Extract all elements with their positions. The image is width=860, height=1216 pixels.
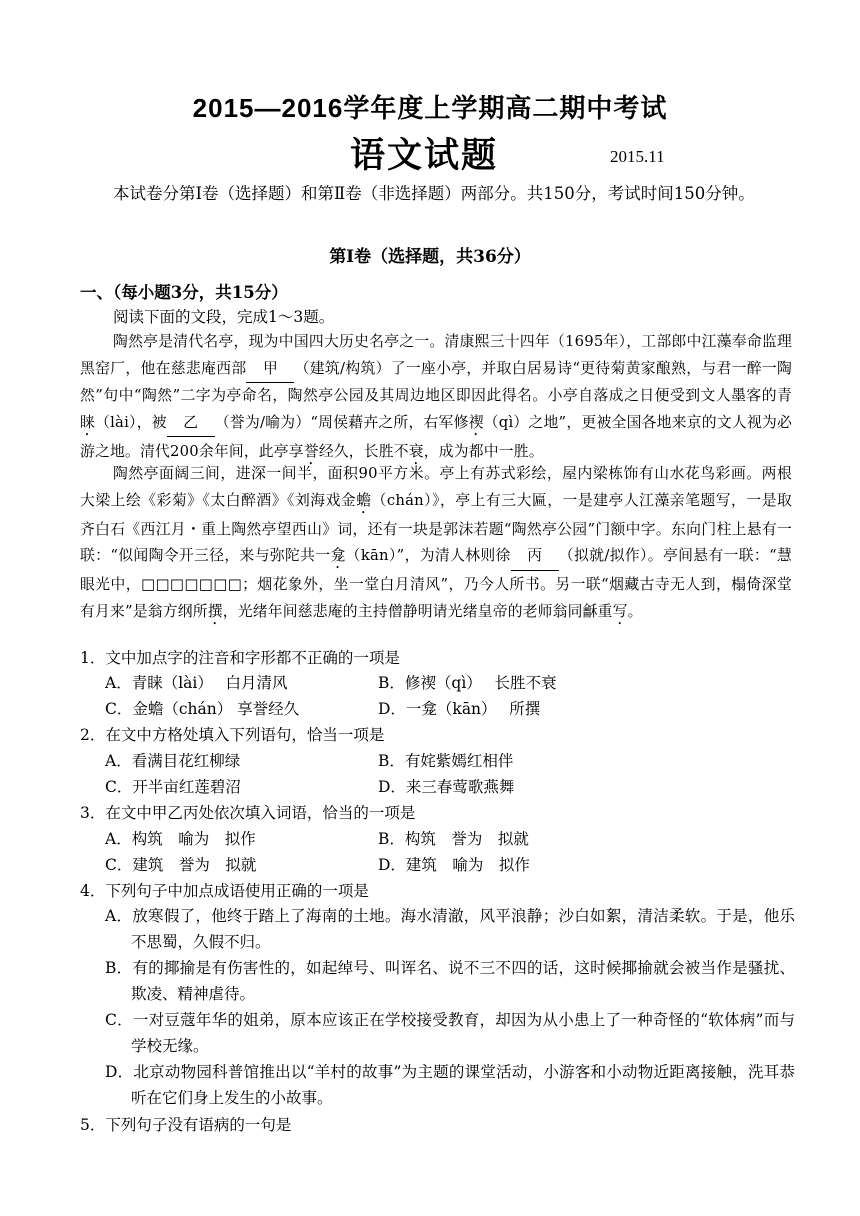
q2-option-c: C．开半亩红莲碧沼: [105, 778, 241, 796]
passage-text: （拟就/拟作）。亭间悬有一联：“慧眼光中，□□□□□□□；烟花象外，坐一堂白月清风”，乃今人所书。另一联“烟藏古寺无人到，榻倚深堂有月来”是翁方纲所: [80, 547, 793, 620]
q1-option-d: D．一龛（kān） 所撰: [378, 700, 541, 718]
q4-option-b: B．有的揶揄是有伤害性的，如起绰号、叫诨名、说不三不四的话，这时候揶揄就会被当作是骚扰、欺凌、精神虐待。: [105, 959, 795, 1003]
passage-text: 。: [627, 602, 643, 620]
blank-bing: 丙: [511, 543, 559, 571]
passage-paragraph-1: [80, 329, 792, 468]
q2-option-b: B．有姹紫嫣红相伴: [378, 752, 514, 770]
exam-title: 2015—2016学年度上学期高二期中考试: [192, 93, 668, 123]
q2-option-a: A．看满目花红柳绿: [105, 752, 241, 770]
section-title: 第Ⅰ卷（选择题，共36分）: [329, 247, 531, 267]
passage-text: （kān）”，为清人林则徐: [345, 547, 511, 564]
q1-option-b: B．修禊（qì） 长胜不衰: [378, 674, 557, 692]
passage-text: 陶然亭面阔三间，进深一间半，面积90平方米。亭上有苏式彩绘，屋内梁栋饰有山水花鸟彩画。两根大梁上绘《彩菊》《太白醉酒》《刘海戏金: [80, 465, 792, 509]
dotted-char: 龛: [330, 547, 346, 564]
blank-yi: 乙: [167, 410, 215, 438]
exam-intro: 本试卷分第Ⅰ卷（选择题）和第Ⅱ卷（非选择题）两部分。共150分，考试时间150分钟。: [113, 184, 755, 203]
dotted-char: 蟾: [356, 491, 372, 509]
part1-heading: 一、（每小题3分，共15分）: [80, 283, 288, 302]
part1-instruction: 阅读下面的文段，完成1～3题。: [113, 308, 335, 326]
question-5: 5．下列句子没有语病的一句是: [80, 1116, 292, 1134]
dotted-char: 睐: [80, 413, 96, 431]
q3-option-b: B．构筑 誉为 拟就: [378, 830, 529, 848]
dotted-char: 写: [612, 602, 628, 620]
passage-text: ，光绪年间慈悲庵的主持僧静明请光绪皇帝的老师翁同龢重: [222, 602, 613, 620]
passage-paragraph-2: [80, 461, 792, 628]
passage-text: （建筑/构筑）了一座小亭，并取白居易诗“更待菊黄家酿熟，与君一醉一陶然”句中“陶然”二字为亭命名，陶然亭公园及其周边地区即因此得名。小亭自落成之日便受到文人墨客的青: [80, 359, 793, 404]
passage-text: 经久，长胜不: [318, 442, 409, 460]
q3-option-a: A．构筑 喻为 拟作: [105, 830, 256, 848]
dotted-char: 撰: [207, 602, 223, 620]
passage-text: （qì）之地”，更被全国各地来京的文人视为必游之地。清代200余年间，此亭享: [80, 413, 793, 460]
passage-text: 陶然亭是清代名亭，现为中国四大历史名亭之一。清康熙三十四年（1695年），工部郎中江藻奉命监理黑窑厂，他在慈悲庵西部: [80, 333, 792, 377]
dotted-char: 衰: [408, 442, 424, 460]
question-2: 2．在文中方格处填入下列语句，恰当一项是: [80, 726, 385, 744]
blank-jia: 甲: [246, 356, 294, 384]
q1-option-a: A．青睐（lài） 白月清风: [105, 674, 288, 692]
q4-option-a: A．放寒假了，他终于踏上了海南的土地。海水清澈，风平浪静；沙白如絮，清洁柔软。于是，他乐不思蜀，久假不归。: [105, 907, 795, 951]
q2-option-d: D．来三春莺歌燕舞: [378, 778, 515, 796]
passage-text: ，成为都中一胜。: [423, 442, 544, 460]
question-4: 4．下列句子中加点成语使用正确的一项是: [80, 882, 369, 900]
q3-option-d: D．建筑 喻为 拟作: [378, 856, 530, 874]
q3-option-c: C．建筑 誉为 拟就: [105, 856, 257, 874]
q4-option-d: D．北京动物园科普馆推出以“羊村的故事”为主题的课堂活动，小游客和小动物近距离接触，洗耳恭听在它们身上发生的小故事。: [105, 1063, 795, 1107]
passage-text: （chán）》，亭上有三大匾，一是建亭人江藻亲笔题写，一是取齐白石《西江月・重上陶然亭望西山》词，还有一块是郭沫若题“陶然亭公园”门额中字。东向门柱上悬有一联：“似闻陶令开三径，来与弥陀共一: [80, 491, 793, 564]
q1-option-c: C．金蟾（chán） 享誉经久: [105, 700, 300, 718]
dotted-char: 禊: [468, 413, 484, 431]
passage-text: （誉为/喻为）“周侯藉卉之所，右军修: [214, 413, 469, 431]
passage-text: （lài），被: [95, 413, 167, 431]
exam-date: 2015.11: [610, 147, 665, 166]
q4-option-c: C．一对豆蔻年华的姐弟，原本应该正在学校接受教育，却因为从小患上了一种奇怪的“软体病”而与学校无缘。: [105, 1011, 795, 1055]
question-1: 1．文中加点字的注音和字形都不正确的一项是: [80, 649, 400, 667]
question-3: 3．在文中甲乙丙处依次填入词语，恰当的一项是: [80, 804, 416, 822]
subject-title: 语文试题: [350, 135, 499, 176]
dotted-char: 誉: [303, 442, 319, 460]
